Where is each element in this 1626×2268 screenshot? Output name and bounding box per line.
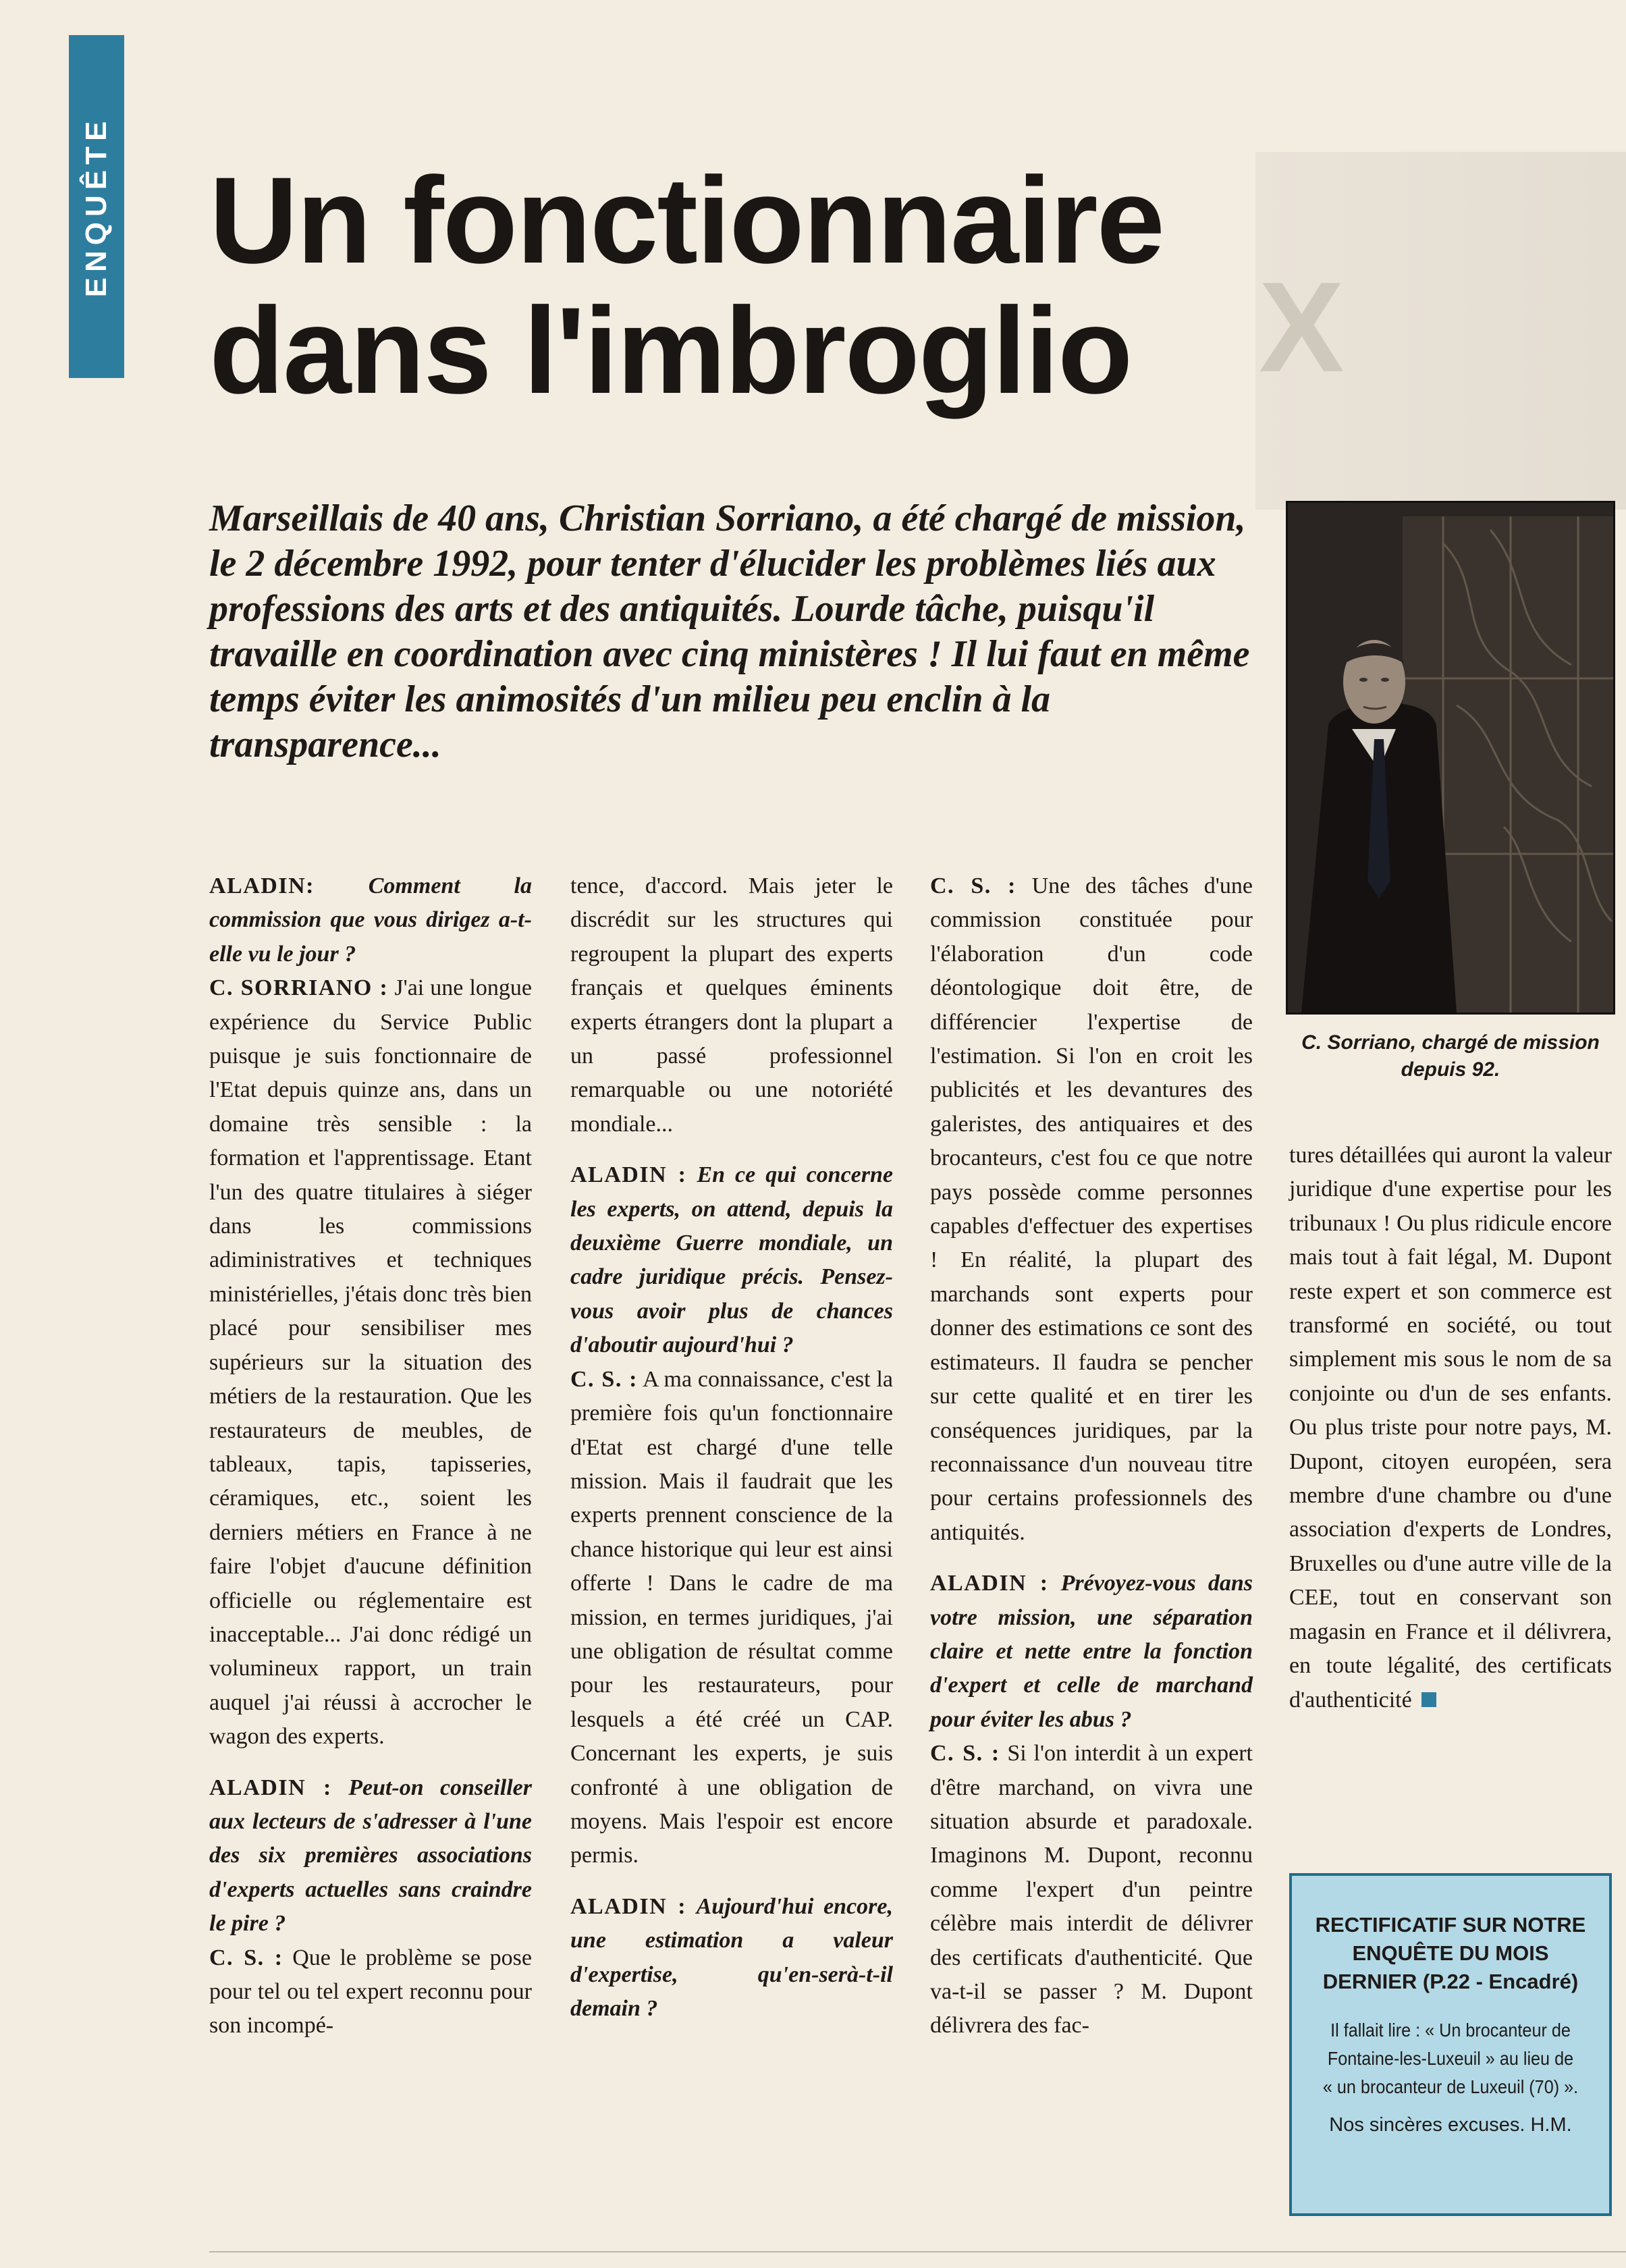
answer-2: [209, 1941, 532, 2043]
article-column-3: [930, 869, 1253, 2043]
speaker-label: ALADIN :: [570, 1893, 687, 1919]
article-column-1: [209, 869, 532, 2043]
answer-2-continued: [570, 869, 893, 1141]
answer-3: [570, 1363, 893, 1873]
end-of-article-mark: [1421, 1692, 1436, 1707]
speaker-label: C. S. :: [930, 1741, 1000, 1766]
section-tab: [69, 35, 124, 378]
question-text: Peut-on conseiller aux lecteurs de s'adresser à l'une des six premières associations d'experts actuelles sans craindre le pire ?: [209, 1775, 533, 1937]
article-lead: Marseillais de 40 ans, Christian Sorriano, a été chargé de mission, le 2 décembre 1992, pour tenter d'élucider les problèmes liés aux professions des arts et des antiquités. Lourde tâche, puisqu'il travaille en coordination avec cinq ministères ! Il lui faut en même temps éviter les animosités d'un milieu peu enclin à la transparence...: [209, 497, 1250, 765]
speaker-label: ALADIN :: [570, 1162, 687, 1188]
speaker-label: ALADIN :: [930, 1571, 1049, 1596]
rectificatif-body: Il fallait lire : « Un brocanteur de Fontaine-les-Luxeuil » au lieu de « un brocanteur de Luxeuil (70) ».: [1322, 2020, 1579, 2097]
question-text: Aujourd'hui encore, une estimation a valeur d'expertise, qu'en-serà-t-il demain ?: [570, 1893, 893, 2021]
rectificatif-title: RECTIFICATIF SUR NOTRE ENQUÊTE DU MOIS DERNIER (P.22 - Encadré): [1315, 1913, 1586, 1993]
answer-4: [930, 869, 1253, 1550]
section-label: ENQUÊTE: [80, 115, 113, 298]
answer-text: J'ai une longue expérience du Service Public puisque je suis fonctionnaire de l'Etat depuis quinze ans, dans un domaine très sensible : la formation et l'apprentissage. Etant l'un des quatre titulaires à siéger dans les commissions adiministratives et techniques ministérielles, j'étais donc très bien placé pour sensibiliser mes supérieurs sur la situation des métiers de la restauration. Que les restaurateurs de meubles, de tableaux, tapis, tapisseries, céramiques, etc., soient les derniers métiers en France à ne faire l'objet d'aucune définition officielle ou réglementaire est inacceptable... J'ai donc rédigé un volumineux rapport, un train auquel j'ai réussi à accrocher le wagon des experts.: [209, 975, 533, 1750]
speaker-label: C. S. :: [930, 873, 1017, 898]
question-text: Comment la commission que vous dirigez a-t-elle vu le jour ?: [209, 873, 533, 967]
article-column-2: [570, 869, 893, 2026]
answer-text: Si l'on interdit à un expert d'être marchand, on vivra une situation absurde et paradoxale. Imaginons M. Dupont, reconnu comme l'expert d'un peintre célèbre mais interdit de délivrer des certificats d'authenticité. Que va-t-il se passer ? M. Dupont délivrera des fac-: [930, 1741, 1253, 2039]
answer-text: A ma connaissance, c'est la première fois qu'un fonctionnaire d'Etat est chargé d'une telle mission. Mais il faudrait que les experts prennent conscience de la chance historique qui leur est ainsi offerte ! Dans le cadre de ma mission, en termes juridiques, j'ai une obligation de résultat comme pour les restaurateurs, pour lesquels a été créé un CAP. Concernant les experts, je suis confronté à une obligation de moyens. Mais l'espoir est encore permis.: [570, 1366, 893, 1868]
portrait-photo: [1286, 501, 1615, 1015]
answer-text: tence, d'accord. Mais jeter le discrédit sur les structures qui regroupent la plupart des experts français et quelques éminents experts étrangers dont la plupart a un passé professionnel remarquable ou une notoriété mondiale...: [570, 873, 893, 1137]
question-4: [570, 1890, 893, 2026]
photo-caption: C. Sorriano, chargé de mission depuis 92.: [1301, 1031, 1600, 1081]
portrait-photo-image: [1288, 503, 1613, 1013]
speaker-label: C. S. :: [209, 1945, 283, 1970]
speaker-label: C. S. :: [570, 1366, 638, 1392]
speaker-label: ALADIN:: [209, 873, 315, 898]
answer-text: Une des tâches d'une commission constituée pour l'élaboration d'un code déontologique doit être, de différencier l'expertise de l'estimation. Si l'on en croit les publicités et les devantures des galeristes, des antiquaires et des brocanteurs, c'est fou ce que notre pays possède comme personnes capables d'effectuer des expertises ! En réalité, la plupart des marchands sont experts pour donner des estimations ce sont des estimateurs. Il faudra se pencher sur cette qualité et en tirer les conséquences juridiques, par la reconnaissance d'un nouveau titre pour certains professionnels des antiquités.: [930, 873, 1253, 1545]
question-1: [209, 869, 532, 971]
adjacent-page-ghost-glyph: X: [1259, 256, 1345, 399]
answer-5: [930, 1737, 1253, 2043]
speaker-label: ALADIN :: [209, 1775, 332, 1800]
question-text: Prévoyez-vous dans votre mission, une séparation claire et nette entre la fonction d'expert et celle de marchand pour éviter les abus ?: [930, 1571, 1253, 1732]
article-title: Un fonctionnaire dans l'imbroglio: [209, 151, 1164, 419]
speaker-label: C. SORRIANO :: [209, 975, 389, 1001]
bottom-rule: [209, 2251, 1626, 2252]
question-5: [930, 1567, 1253, 1737]
answer-text: Que le problème se pose pour tel ou tel expert reconnu pour son incompé-: [209, 1945, 532, 2039]
answer-5-continued: [1289, 1139, 1612, 1717]
article-column-4: [1289, 1139, 1612, 1717]
question-3: [570, 1158, 893, 1362]
rectificatif-signature: Nos sincères excuses. H.M.: [1329, 2114, 1572, 2136]
rectificatif-box: [1289, 1873, 1612, 2216]
answer-1: [209, 971, 532, 1754]
question-2: [209, 1771, 532, 1941]
answer-text: tures détaillées qui auront la valeur juridique d'une expertise pour les tribunaux ! Ou plus ridicule encore mais tout à fait légal, M. Dupont reste expert et son commerce est transformé en société, ou tout simplement mis sous le nom de sa conjointe ou d'un de ses enfants. Ou plus triste pour notre pays, M. Dupont, citoyen européen, sera membre d'une chambre ou d'une association d'experts de Londres, Bruxelles ou d'une autre ville de la CEE, tout en conservant son magasin en France et il délivrera, en toute légalité, des certificats d'authenticité: [1289, 1143, 1612, 1712]
question-text: En ce qui concerne les experts, on attend, depuis la deuxième Guerre mondiale, un cadre juridique précis. Pensez-vous avoir plus de chances d'aboutir aujourd'hui ?: [570, 1162, 893, 1358]
